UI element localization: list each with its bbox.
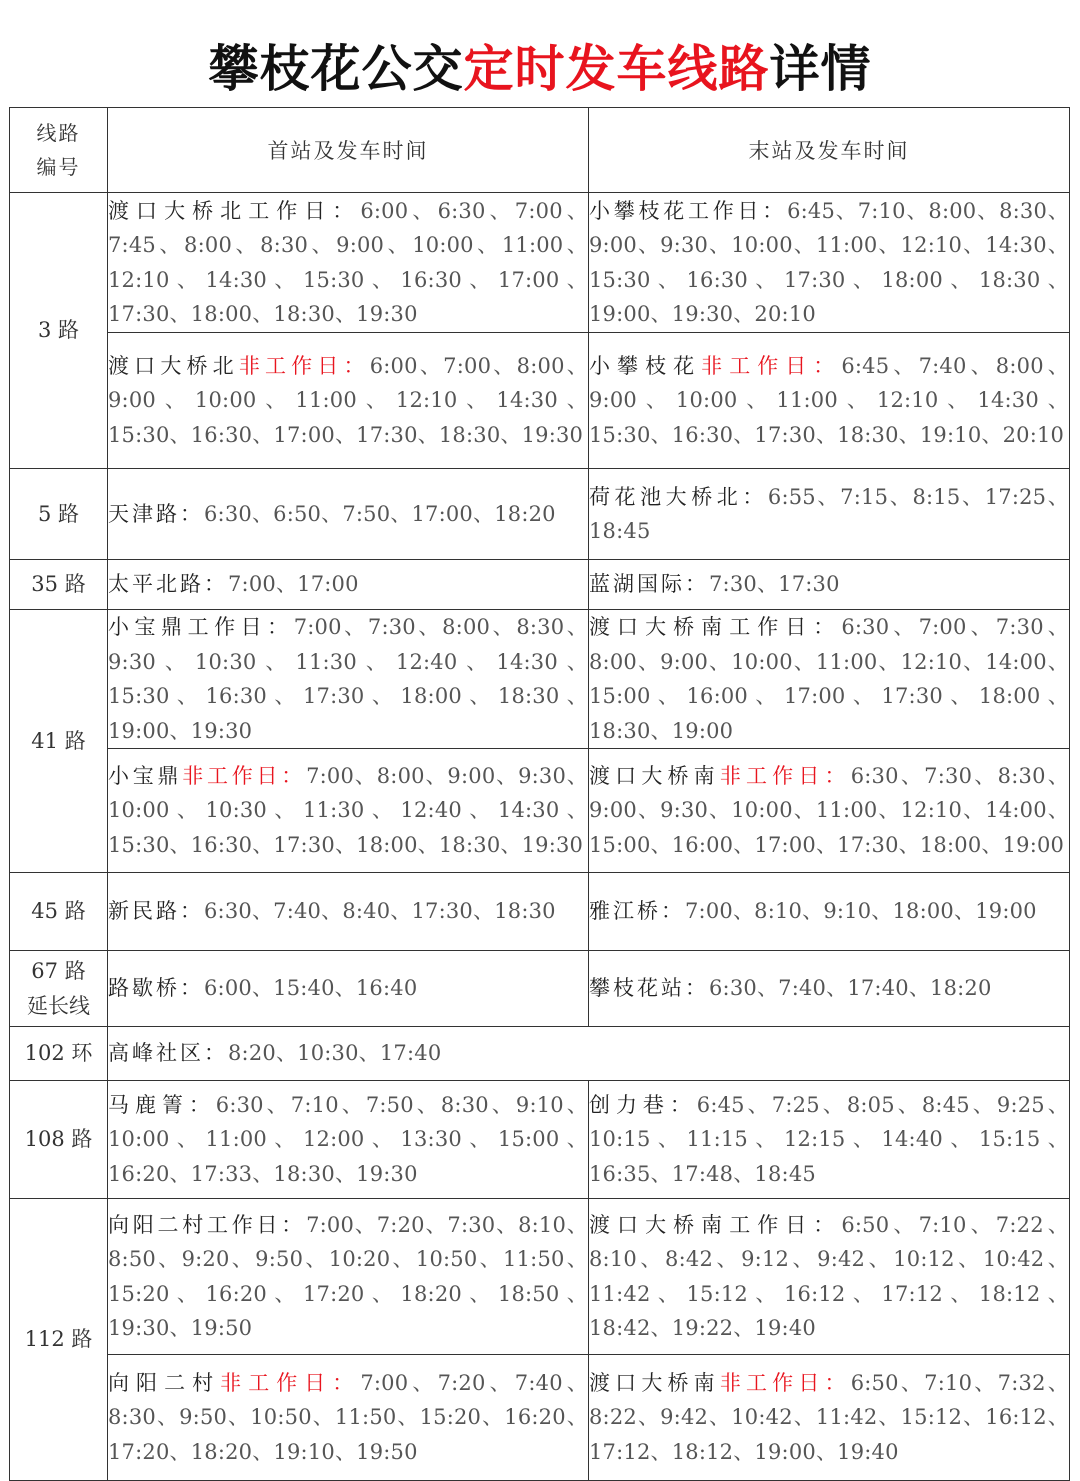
- departure-times: 6:00、7:00、8:00、9:00、10:00、11:00、12:10、14:30、15:30、16:30、17:00、17:30、18:30、19:30: [108, 353, 588, 447]
- route-number: 5 路: [10, 469, 108, 560]
- last-stop-cell: [589, 873, 1070, 951]
- route-number: 45 路: [10, 873, 108, 951]
- stop-name: 渡口大桥北: [108, 198, 249, 223]
- first-stop-cell: [108, 610, 589, 749]
- last-stop-cell: [589, 749, 1070, 873]
- departure-times: 6:00、15:40、16:40: [204, 976, 418, 1001]
- table-row: [10, 873, 1070, 951]
- first-stop-cell: [108, 193, 589, 333]
- departure-times: 6:30、7:30、8:30、9:00、9:30、10:00、11:00、12:10、14:00、15:00、16:00、17:00、17:30、18:00、19:00: [589, 763, 1069, 857]
- last-stop-cell: [589, 333, 1070, 469]
- first-stop-cell: [108, 1081, 589, 1199]
- non-workday-label: 非工作日：: [182, 763, 307, 788]
- departure-times: 6:45、7:40、8:00、9:00、10:00、11:00、12:10、14:30、15:30、16:30、17:30、18:30、19:10、20:10: [589, 353, 1070, 447]
- table-row: [10, 469, 1070, 560]
- route-number-line2: 延长线: [27, 993, 90, 1018]
- stop-name: 高峰社区：: [108, 1041, 228, 1066]
- day-label: 工作日：: [248, 198, 361, 223]
- last-stop-cell: [589, 1355, 1070, 1481]
- table-header-row: [10, 108, 1070, 193]
- table-row: [10, 1027, 1070, 1081]
- table-row: [10, 1355, 1070, 1481]
- stop-name: 蓝湖国际：: [589, 572, 709, 597]
- departure-times: 7:00、7:20、7:40、8:30、9:50、10:50、11:50、15:20、16:20、17:20、18:20、19:10、19:50: [108, 1370, 589, 1464]
- table-row: [10, 1081, 1070, 1199]
- route-number: 35 路: [10, 560, 108, 610]
- last-stop-cell: [589, 469, 1070, 560]
- route-number: 108 路: [10, 1081, 108, 1199]
- departure-times: 6:50、7:10、7:32、8:22、9:42、10:42、11:42、15:12、16:12、17:12、18:12、19:00、19:40: [589, 1370, 1069, 1464]
- departure-times: 7:00、7:20、7:30、8:10、8:50、9:20、9:50、10:20、10:50、11:50、15:20、16:20、17:20、18:20、18:50、19:30、19:50: [108, 1212, 588, 1340]
- departure-times: 6:30、7:40、8:40、17:30、18:30: [204, 899, 556, 924]
- stop-name: 小攀枝花: [589, 353, 702, 378]
- departure-times: 6:45、7:10、8:00、8:30、9:00、9:30、10:00、11:00、12:10、14:30、15:30、16:30、17:30、18:00、18:30、19:00、19:30、20:10: [589, 198, 1069, 326]
- last-stop-cell: [589, 560, 1070, 610]
- day-label: 工作日：: [187, 615, 294, 639]
- stop-name: 路歇桥：: [108, 976, 204, 1001]
- route-number: 3 路: [10, 193, 108, 469]
- route-number: 102 环: [10, 1027, 108, 1081]
- departure-times: 6:30、7:00、7:30、8:00、9:00、10:00、11:00、12:10、14:00、15:00、16:00、17:00、17:30、18:00、18:30、19:00: [589, 615, 1070, 743]
- last-stop-cell: [589, 1081, 1070, 1199]
- stop-name: 攀枝花站：: [589, 976, 709, 1001]
- stop-name: 天津路：: [108, 501, 204, 526]
- stop-name: 小宝鼎: [108, 763, 183, 788]
- page-title: [0, 34, 1080, 104]
- last-stop-cell: [589, 610, 1070, 749]
- departure-times: 6:55、7:15、8:15、17:25、18:45: [589, 484, 1069, 543]
- stop-name: 雅江桥：: [589, 899, 685, 924]
- departure-times: 6:30、7:10、7:50、8:30、9:10、10:00、11:00、12:00、13:30、15:00、16:20、17:33、18:30、19:30: [108, 1092, 589, 1186]
- departure-times: 6:30、7:40、17:40、18:20: [709, 976, 992, 1001]
- departure-times: 7:00、8:10、9:10、18:00、19:00: [685, 899, 1037, 924]
- stop-name: 渡口大桥南: [589, 1212, 730, 1237]
- departure-times: 7:00、8:00、9:00、9:30、10:00、10:30、11:30、12:40、14:30、15:30、16:30、17:30、18:00、18:30、19:30: [108, 763, 589, 857]
- departure-times: 7:30、17:30: [709, 572, 840, 597]
- first-stop-cell: [108, 333, 589, 469]
- departure-times: 6:00、6:30、7:00、7:45、8:00、8:30、9:00、10:00、11:00、12:10、14:30、15:30、16:30、17:00、17:30、18:00、18:30、19:30: [108, 198, 589, 326]
- departure-times: 6:50、7:10、7:22、8:10、8:42、9:12、9:42、10:12、10:42、11:42、15:12、16:12、17:12、18:12、18:42、19:22、19:40: [589, 1212, 1070, 1340]
- stop-name: 向阳二村: [108, 1370, 221, 1395]
- table-row: [10, 333, 1070, 469]
- day-label: 工作日：: [729, 615, 842, 639]
- header-route-line1: 线路: [36, 121, 81, 145]
- departure-times: 6:45、7:25、8:05、8:45、9:25、10:15、11:15、12:15、14:40、15:15、16:35、17:48、18:45: [589, 1092, 1070, 1186]
- route-number: 41 路: [10, 610, 108, 873]
- route-number-line1: 67 路: [31, 958, 86, 983]
- stop-name: 太平北路：: [108, 572, 228, 597]
- table-row: [10, 560, 1070, 610]
- last-stop-cell: [589, 951, 1070, 1027]
- stop-name: 渡口大桥南: [589, 615, 730, 639]
- departure-times: 7:00、7:30、8:00、8:30、9:30、10:30、11:30、12:40、14:30、15:30、16:30、17:30、18:00、18:30、19:00、19:30: [108, 615, 588, 743]
- first-stop-cell: [108, 951, 589, 1027]
- title-part-city: 攀枝花公交: [208, 40, 464, 98]
- title-part-details: 详情: [769, 40, 872, 98]
- first-stop-cell: [108, 1355, 589, 1481]
- loop-stop-cell: [108, 1027, 1070, 1081]
- day-label: 工作日：: [688, 198, 788, 223]
- first-stop-cell: [108, 873, 589, 951]
- first-stop-cell: [108, 469, 589, 560]
- stop-name: 创力巷：: [589, 1092, 697, 1117]
- route-number: [10, 951, 108, 1027]
- stop-name: 向阳二村: [108, 1212, 208, 1237]
- table-row: [10, 610, 1070, 749]
- day-label: 工作日：: [207, 1212, 307, 1237]
- last-stop-cell: [589, 1199, 1070, 1355]
- non-workday-label: 非工作日：: [719, 763, 851, 788]
- non-workday-label: 非工作日：: [701, 353, 842, 378]
- header-route-line2: 编号: [36, 155, 81, 179]
- stop-name: 新民路：: [108, 899, 204, 924]
- stop-name: 马鹿箐：: [108, 1092, 216, 1117]
- table-row: [10, 193, 1070, 333]
- first-stop-cell: [108, 560, 589, 610]
- table-row: [10, 1199, 1070, 1355]
- last-stop-cell: [589, 193, 1070, 333]
- header-first-stop: 首站及发车时间: [108, 108, 589, 193]
- non-workday-label: 非工作日：: [238, 353, 370, 378]
- non-workday-label: 非工作日：: [719, 1370, 851, 1395]
- first-stop-cell: [108, 1199, 589, 1355]
- non-workday-label: 非工作日：: [220, 1370, 361, 1395]
- stop-name: 渡口大桥南: [589, 763, 720, 788]
- day-label: 工作日：: [729, 1212, 842, 1237]
- stop-name: 小宝鼎: [108, 615, 188, 639]
- table-row: [10, 749, 1070, 873]
- table-row: [10, 951, 1070, 1027]
- header-route-number: [10, 108, 108, 193]
- stop-name: 渡口大桥南: [589, 1370, 720, 1395]
- stop-name: 渡口大桥北: [108, 353, 239, 378]
- schedule-table: [9, 107, 1070, 1481]
- route-number: 112 路: [10, 1199, 108, 1481]
- departure-times: 8:20、10:30、17:40: [228, 1041, 442, 1066]
- departure-times: 6:30、6:50、7:50、17:00、18:20: [204, 501, 556, 526]
- departure-times: 7:00、17:00: [228, 572, 359, 597]
- first-stop-cell: [108, 749, 589, 873]
- stop-name: 小攀枝花: [589, 198, 689, 223]
- stop-name: 荷花池大桥北：: [589, 484, 768, 509]
- title-part-highlight: 定时发车线路: [463, 40, 770, 98]
- header-last-stop: 末站及发车时间: [589, 108, 1070, 193]
